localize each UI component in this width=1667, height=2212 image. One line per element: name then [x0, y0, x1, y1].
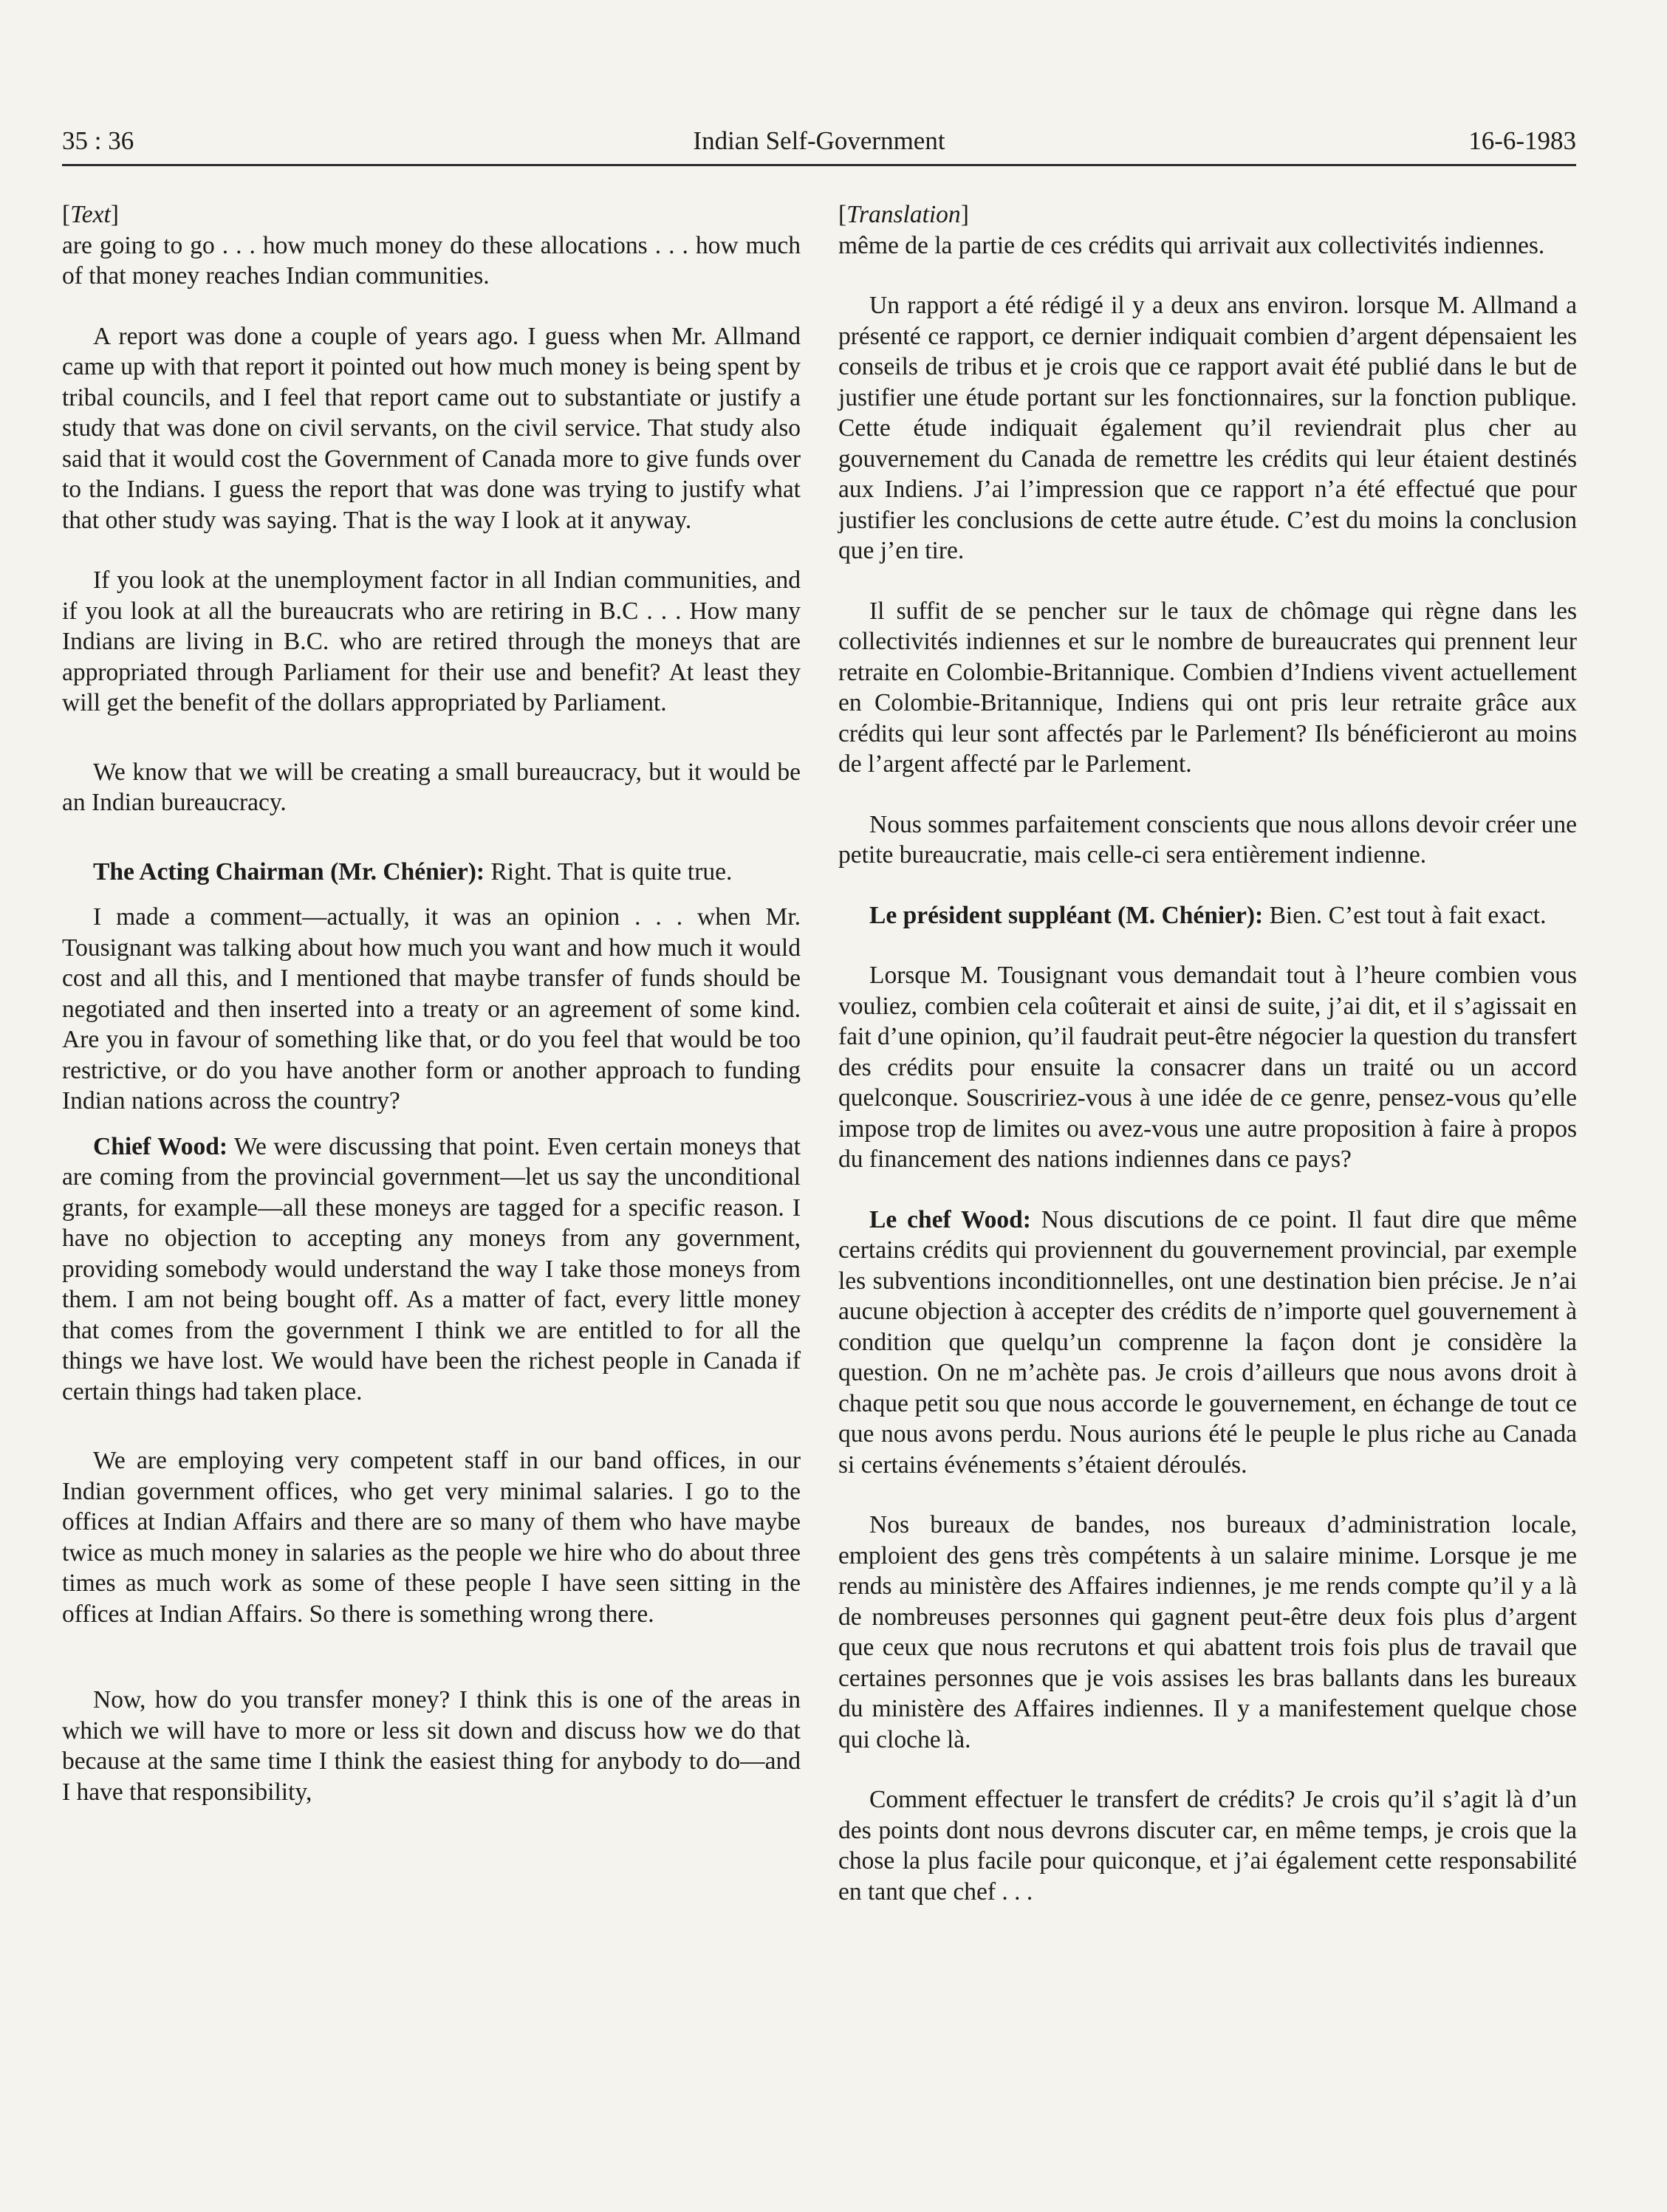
- paragraph: Un rapport a été rédigé il y a deux ans environ. lorsque M. Allmand a présenté ce rapport, ce dernier indiquait combien d’argent dépensaient les conseils de tribus et je crois que ce rapport avait été publié dans le but de justifier une étude portant sur les fonctionnaires, sur la fonction publique. Cette étude indiquait également qu’il reviendrait plus cher au gouvernement du Canada de remettre les crédits qui leur étaient destinés aux Indiens. J’ai l’impression que ce rapport n’a été effectué que pour justifier les conclusions de cette autre étude. C’est du moins la conclusion que j’en tire.: [838, 292, 1577, 564]
- paragraph: If you look at the unemployment factor in all Indian communities, and if you look at all the bureaucrats who are retiring in B.C . . . How many Indians are living in B.C. who are retired through the moneys that are appropriated through Parliament for their use and benefit? At least they will get the benefit of the dollars appropriated by Parliament.: [62, 566, 801, 716]
- paragraph: Comment effectuer le transfert de crédits? Je crois qu’il s’agit là d’un des points dont nous devrons discuter car, en même temps, je crois que la chose la plus facile pour quiconque, et j’ai également cette responsabilité en tant que chef . . .: [838, 1786, 1577, 1905]
- speaker-name: Le chef Wood:: [869, 1205, 1031, 1233]
- paragraph: Il suffit de se pencher sur le taux de chômage qui règne dans les collectivités indiennes et sur le nombre de bureaucrates qui prennent leur retraite en Colombie-Britannique. Combien d’Indiens vivent actuellement en Colombie-Britannique, Indiens qui ont pris leur retraite grâce aux crédits qui leur sont affectés par le Parlement? Ils bénéficieront au moins de l’argent affecté par le Parlement.: [838, 597, 1577, 778]
- speaker-name: Le président suppléant (M. Chénier):: [869, 901, 1264, 929]
- paragraph: I made a comment—actually, it was an opinion . . . when Mr. Tousignant was talking about how much you want and how much it would cost and all this, and I mentioned that maybe transfer of funds should be negotiated and then inserted into a treaty or an agreement of some kind. Are you in favour of something like that, or do you feel that would be too restrictive, or do you have another form or another approach to funding Indian nations across the country?: [62, 903, 801, 1114]
- paragraph: Lorsque M. Tousignant vous demandait tout à l’heure combien vous vouliez, combien cela coûterait et ainsi de suite, j’ai dit, et il s’agissait en fait d’une opinion, qu’il faudrait peut-être négocier la question du transfert des crédits pour ensuite la consacrer dans un traité ou un accord quelconque. Souscririez-vous à une idée de ce genre, pensez-vous qu’elle impose trop de limites ou avez-vous une autre proposition à faire à propos du financement des nations indiennes dans ce pays?: [838, 962, 1577, 1173]
- french-column: [838, 199, 1577, 1937]
- paragraph: Le président suppléant (M. Chénier): Bien. C’est tout à fait exact.: [869, 901, 1547, 929]
- paragraph: Le chef Wood: Nous discutions de ce point. Il faut dire que même certains crédits qui proviennent du gouvernement provincial, par exemple les subventions inconditionnelles, ont une destination bien précise. Je n’ai aucune objection à accepter des crédits de n’importe quel gouvernement à condition que quelqu’un comprenne la façon dont je considère la question. On ne m’achète pas. Je crois d’ailleurs que nous avons droit à chaque petit sou que nous accorde le gouvernement, en échange de tout ce que nous avons perdu. Nous aurions été le peuple le plus riche au Canada si certains événements s’étaient déroulés.: [838, 1205, 1577, 1479]
- paragraph: Chief Wood: We were discussing that point. Even certain moneys that are coming from the provincial government—let us say the unconditional grants, for example—all these moneys are tagged for a specific reason. I have no objection to accepting any moneys from any government, providing somebody would understand the way I take those moneys from them. I am not being bought off. As a matter of fact, every little money that comes from the government I think we are entitled to for all the things we have lost. We would have been the richest people in Canada if certain things had taken place.: [62, 1132, 801, 1405]
- paragraph: We are employing very competent staff in our band offices, in our Indian government offices, who get very minimal salaries. I go to the offices at Indian Affairs and there are so many of them who have maybe twice as much money in salaries as the people we hire who do about three times as much work as some of these people I have seen sitting in the offices at Indian Affairs. So there is something wrong there.: [62, 1447, 801, 1628]
- speaker-name: The Acting Chairman (Mr. Chénier):: [93, 857, 485, 886]
- page-number: 35 : 36: [62, 126, 134, 155]
- paragraph: The Acting Chairman (Mr. Chénier): Right. That is quite true.: [93, 857, 733, 886]
- column-label: [Translation]: [838, 201, 969, 228]
- page-title: Indian Self-Government: [693, 126, 945, 155]
- paragraph: are going to go . . . how much money do these allocations . . . how much of that money reaches Indian communities.: [62, 231, 801, 290]
- speaker-name: Chief Wood:: [93, 1132, 228, 1160]
- paragraph: We know that we will be creating a small bureaucracy, but it would be an Indian bureaucracy.: [62, 758, 801, 816]
- paragraph: Nos bureaux de bandes, nos bureaux d’administration locale, emploient des gens très compétents à un salaire minime. Lorsque je me rends au ministère des Affaires indiennes, je me rends compte qu’il y a là de nombreuses personnes qui gagnent peut-être deux fois plus d’argent que ceux que nous recrutons et qui abattent trois fois plus de travail que certaines personnes que je vois assises les bras ballants dans les bureaux du ministère des Affaires indiennes. Il y a manifestement quelque chose qui cloche là.: [838, 1511, 1577, 1753]
- column-label: [Text]: [62, 201, 119, 228]
- paragraph: A report was done a couple of years ago. I guess when Mr. Allmand came up with that report it pointed out how much money is being spent by tribal councils, and I feel that report came out to substantiate or justify a study that was done on civil servants, on the civil service. That study also said that it would cost the Government of Canada more to give funds over to the Indians. I guess the report that was done was trying to justify what that other study was saying. That is the way I look at it anyway.: [62, 322, 801, 534]
- paragraph: Nous sommes parfaitement conscients que nous allons devoir créer une petite bureaucratie, mais celle-ci sera entièrement indienne.: [838, 810, 1577, 869]
- page-header: [62, 124, 1576, 166]
- page-date: 16-6-1983: [1468, 126, 1576, 155]
- english-column: [62, 199, 801, 1837]
- paragraph: Now, how do you transfer money? I think this is one of the areas in which we will have to more or less sit down and discuss how we do that because at the same time I think the easiest thing for anybody to do—and I have that responsibility,: [62, 1686, 801, 1806]
- paragraph: même de la partie de ces crédits qui arrivait aux collectivités indiennes.: [838, 231, 1545, 259]
